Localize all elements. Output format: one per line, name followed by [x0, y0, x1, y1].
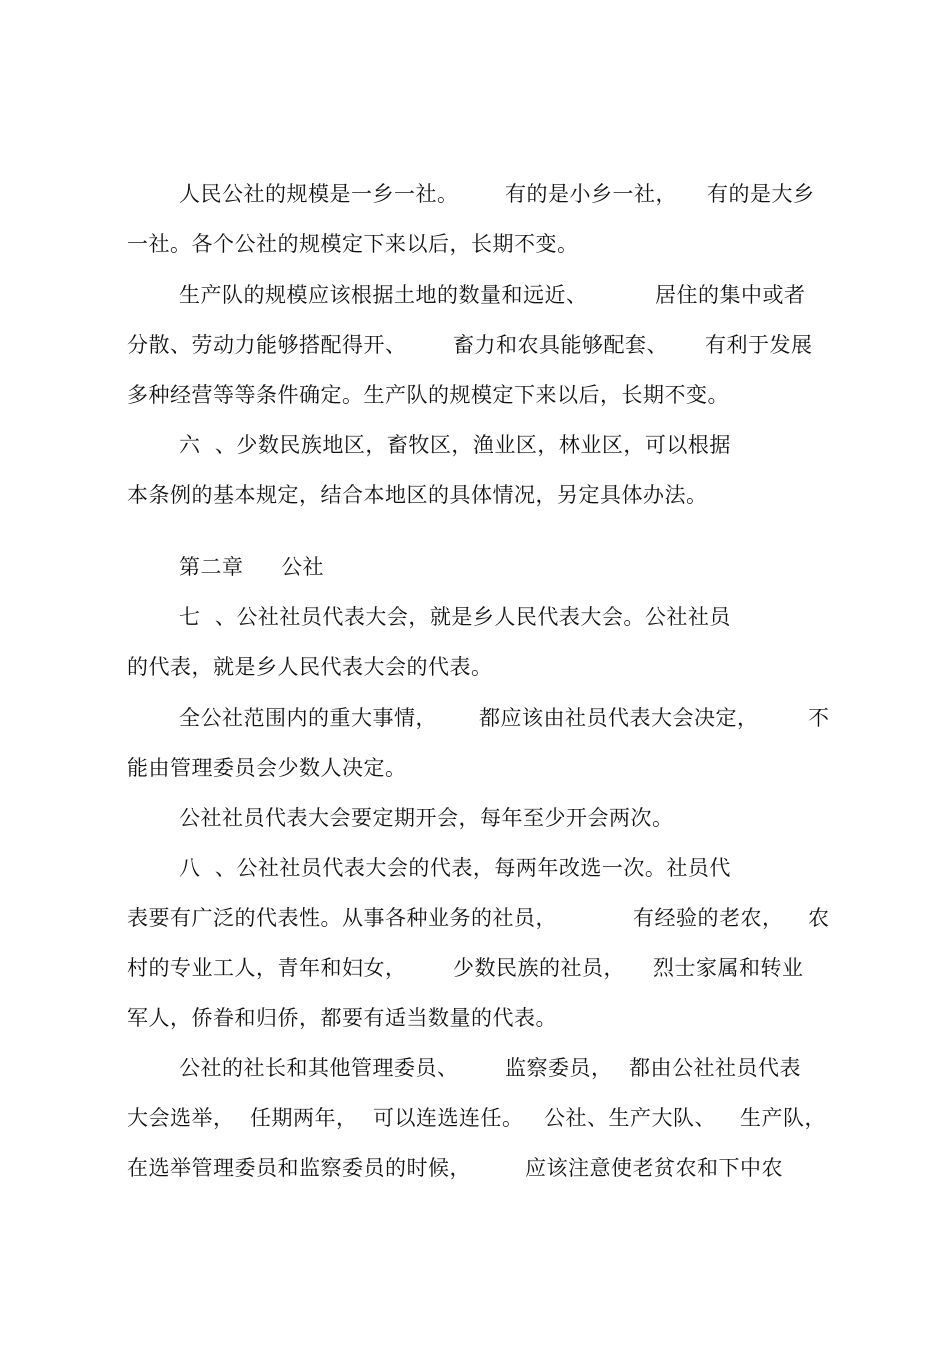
text-segment: 全公社范围内的重大事情， [179, 706, 437, 730]
text-segment: 可以连选连任。 [373, 1106, 524, 1130]
chapter-number: 第二章 [179, 555, 244, 579]
text-segment: 有经验的老农， [633, 906, 784, 930]
text-segment: 农 [808, 906, 830, 930]
paragraph-3-line-1: 六 、少数民族地区，畜牧区，渔业区，林业区，可以根据 [179, 433, 731, 457]
paragraph-5-line-1 [0, 704, 950, 732]
text-segment: 公社、生产大队、 [544, 1106, 716, 1130]
paragraph-7-line-2 [0, 904, 950, 932]
chapter-heading [0, 553, 950, 581]
text-segment: 监察委员， [505, 1056, 613, 1080]
paragraph-4-line-1: 七 、公社社员代表大会，就是乡人民代表大会。公社社员 [179, 605, 731, 629]
text-segment: 烈士家属和转业 [653, 956, 804, 980]
paragraph-7-line-3 [0, 954, 950, 982]
text-segment: 少数民族的社员， [453, 956, 625, 980]
paragraph-2-line-2 [0, 331, 950, 359]
paragraph-2-line-1 [0, 281, 950, 309]
text-segment: 村的专业工人，青年和妇女， [127, 956, 407, 980]
text-segment: 都由公社社员代表 [629, 1056, 801, 1080]
text-segment: 生产队的规模应该根据土地的数量和远近、 [179, 283, 588, 307]
text-segment: 有的是小乡一社， [505, 182, 677, 206]
chapter-title: 公社 [281, 555, 324, 579]
text-segment: 分散、劳动力能够搭配得开、 [127, 333, 407, 357]
text-segment: 有的是大乡 [707, 182, 815, 206]
text-segment: 畜力和农具能够配套、 [453, 333, 668, 357]
paragraph-8-line-2 [0, 1104, 950, 1132]
text-segment: 不 [808, 706, 830, 730]
text-segment: 任期两年， [250, 1106, 358, 1130]
text-segment: 生产队， [740, 1106, 826, 1130]
text-segment: 大会选举， [127, 1106, 235, 1130]
paragraph-3-line-2: 本条例的基本规定，结合本地区的具体情况，另定具体办法。 [127, 483, 708, 507]
paragraph-8-line-1 [0, 1054, 950, 1082]
paragraph-6-line-1: 公社社员代表大会要定期开会，每年至少开会两次。 [179, 806, 674, 830]
paragraph-7-line-4: 军人，侨眷和归侨，都要有适当数量的代表。 [127, 1006, 557, 1030]
paragraph-1-line-2: 一社。各个公社的规模定下来以后，长期不变。 [127, 232, 579, 256]
text-segment: 在选举管理委员和监察委员的时候， [127, 1156, 471, 1180]
text-segment: 人民公社的规模是一乡一社。 [179, 182, 459, 206]
text-segment: 表要有广泛的代表性。从事各种业务的社员， [127, 906, 557, 930]
text-segment: 居住的集中或者 [655, 283, 806, 307]
paragraph-2-line-3: 多种经营等等条件确定。生产队的规模定下来以后，长期不变。 [127, 383, 729, 407]
paragraph-1-line-1 [0, 180, 950, 208]
paragraph-7-line-1: 八 、公社社员代表大会的代表，每两年改选一次。社员代 [179, 856, 731, 880]
text-segment: 都应该由社员代表大会决定， [479, 706, 759, 730]
text-segment: 有利于发展 [705, 333, 813, 357]
paragraph-8-line-3 [0, 1154, 950, 1182]
text-segment: 应该注意使老贫农和下中农 [525, 1156, 783, 1180]
paragraph-4-line-2: 的代表，就是乡人民代表大会的代表。 [127, 655, 493, 679]
text-segment: 公社的社长和其他管理委员、 [179, 1056, 459, 1080]
paragraph-5-line-2: 能由管理委员会少数人决定。 [127, 756, 407, 780]
